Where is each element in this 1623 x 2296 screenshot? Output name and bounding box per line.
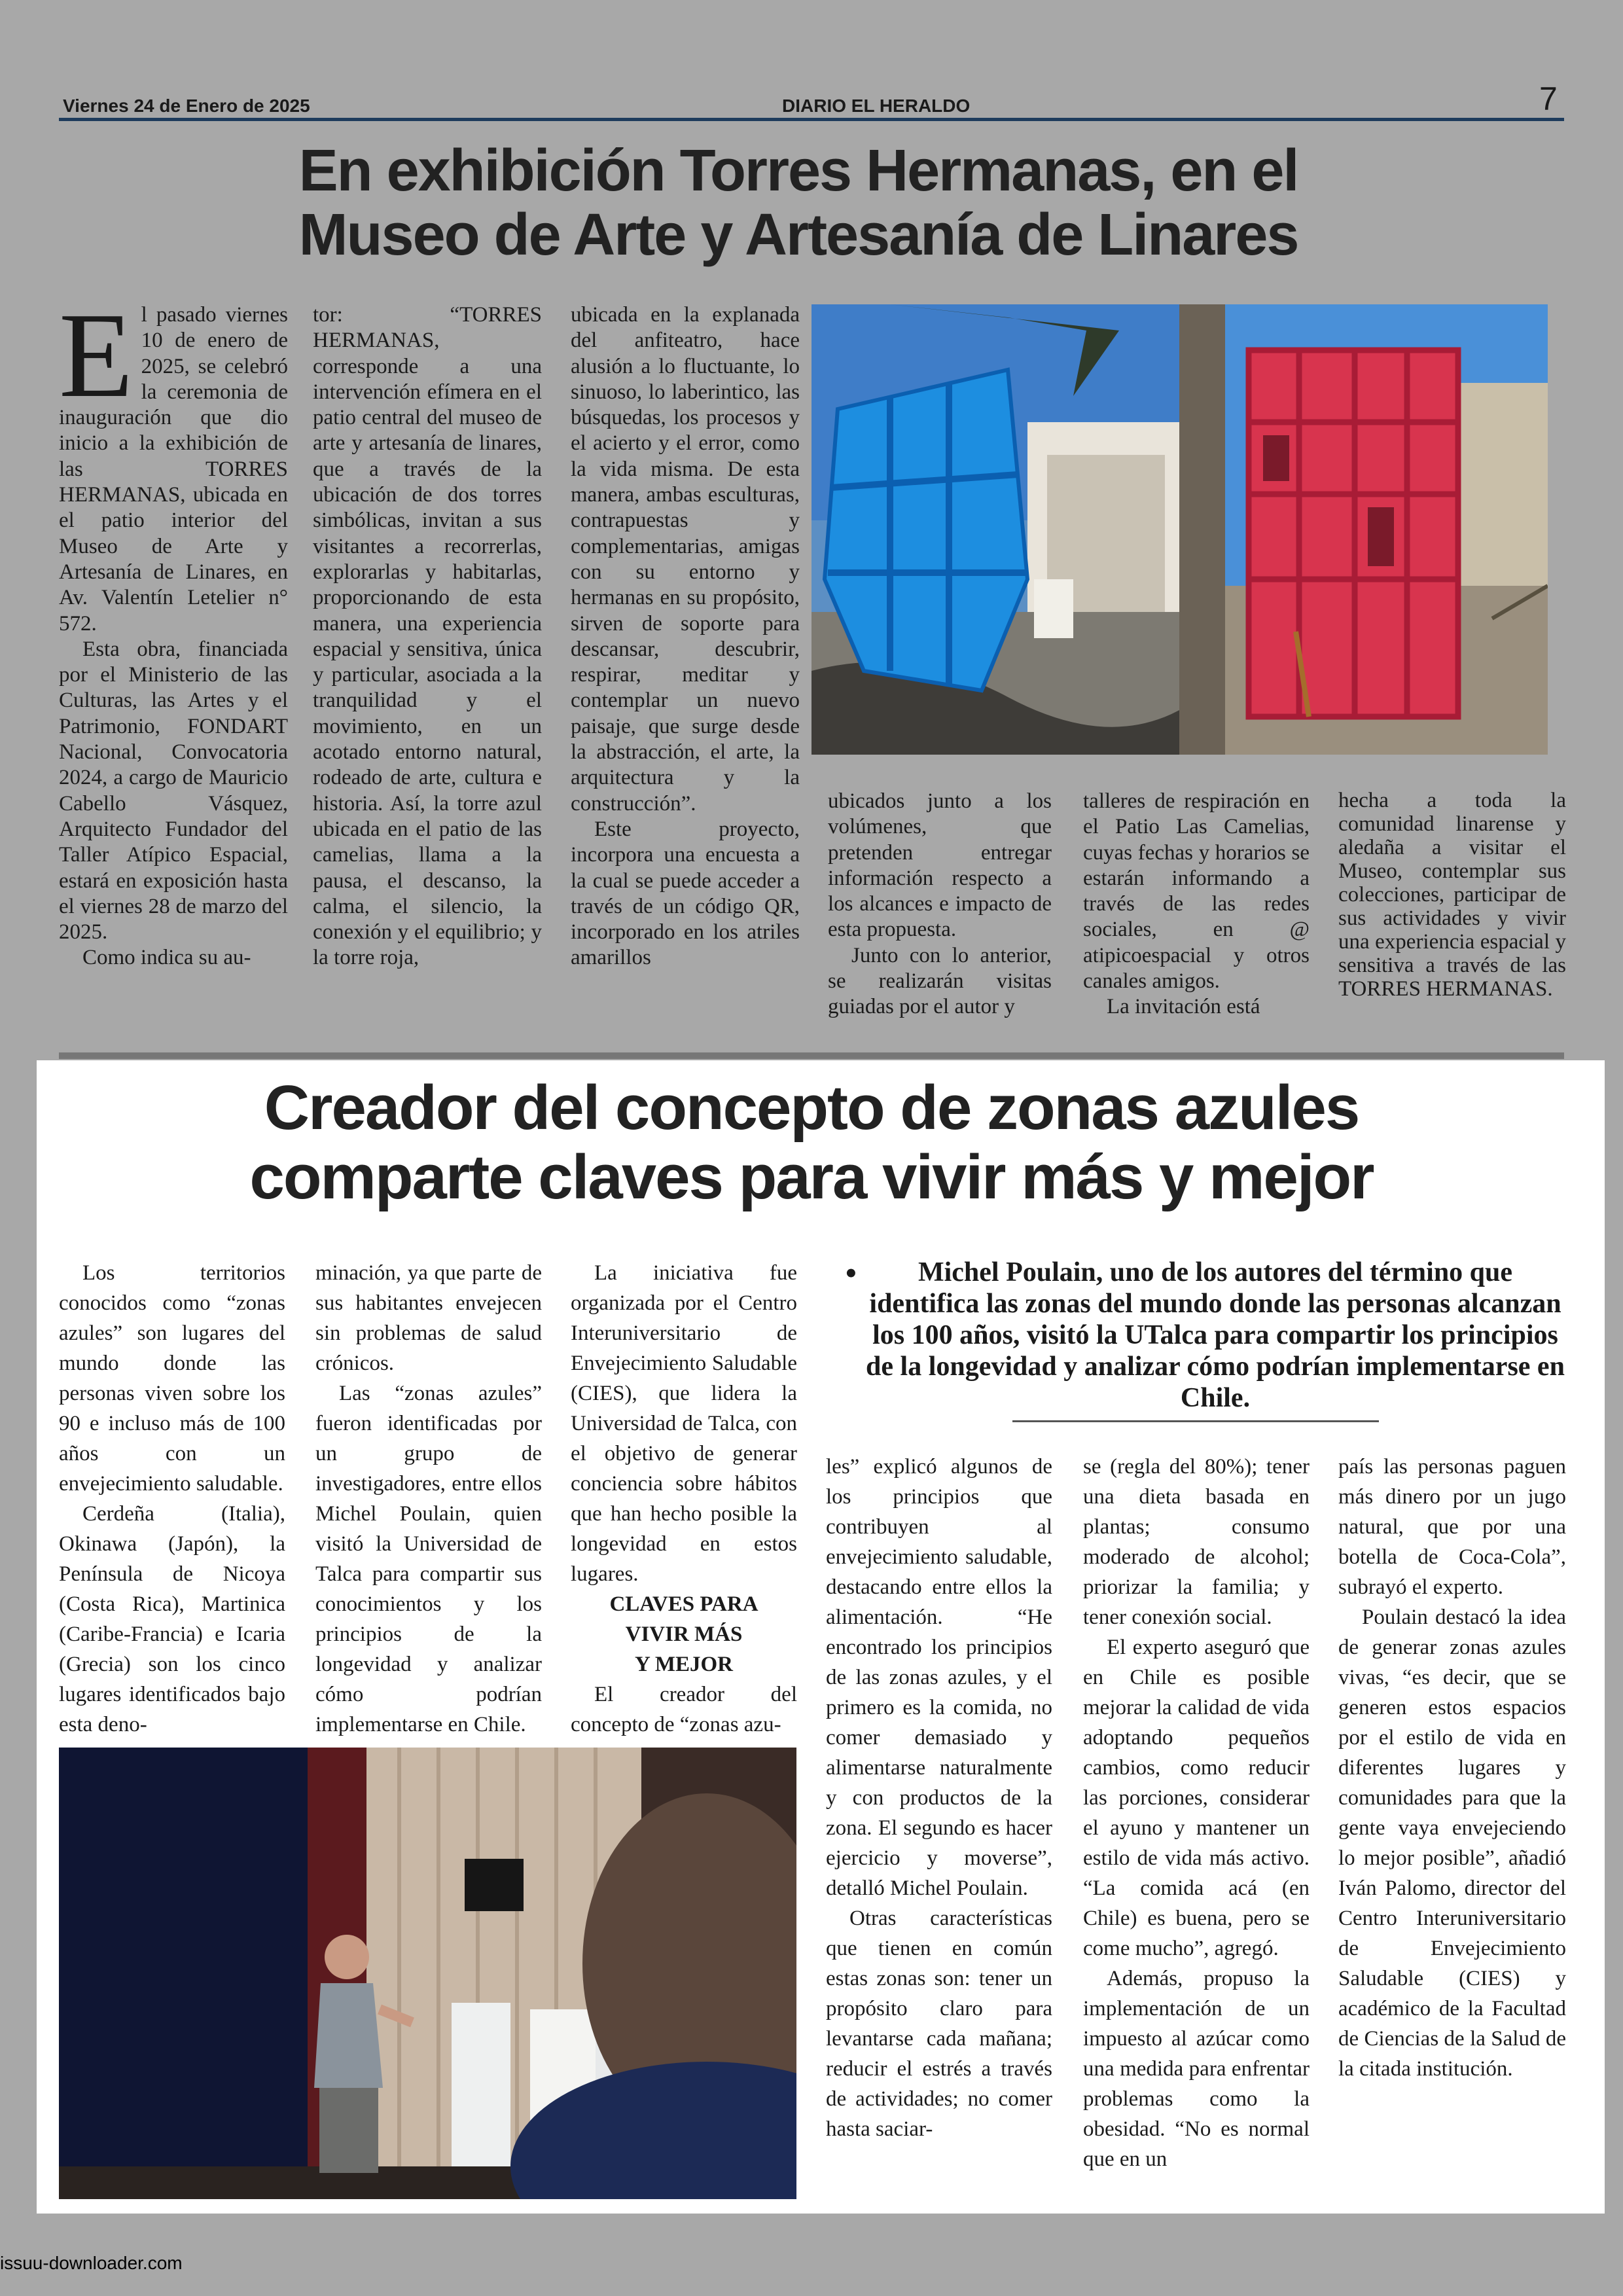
article2-column-4 — [826, 1452, 1052, 2144]
speaker-photo-graphic — [59, 1748, 796, 2199]
article2-column-2 — [315, 1258, 542, 1740]
paragraph: Como indica su au- — [82, 946, 251, 970]
article2-headline-line2: comparte claves para vivir más y mejor — [249, 1142, 1374, 1212]
summary-rule — [1012, 1420, 1379, 1422]
article1-column-3 — [571, 302, 800, 971]
paragraph: talleres de respiración en el Patio Las Camelias, cuyas fechas y horarios se estarán informando a través de las redes sociales, en @ atipicoespacial y otros canales amigos. — [1083, 789, 1310, 994]
paragraph: Los territorios conocidos como “zonas azules” son lugares del mundo donde las personas viven sobre los 90 e incluso más de 100 años con un envejecimiento saludable. — [59, 1261, 285, 1496]
paragraph: Además, propuso la implementación de un impuesto al azúcar como una medida para enfrentar problemas como la obesidad. “No es normal que en un — [1083, 1967, 1310, 2171]
article2-column-6 — [1338, 1452, 1566, 2084]
page-number: 7 — [1539, 81, 1558, 117]
bullet-icon: • — [846, 1256, 857, 1291]
paragraph: minación, ya que parte de sus habitantes envejecen sin problemas de salud crónicos. — [315, 1261, 542, 1375]
article2-headline-line1: Creador del concepto de zonas azules — [264, 1073, 1359, 1143]
paragraph: les” explicó algunos de los principios que contribuyen al envejecimiento saludable, destacando entre ellos la alimentación. “He encontrado los principios de las zonas azules, y el primero es la comida, no comer demasiado y alimentarse naturalmente y con productos de la zona. El segundo es hacer ejercicio y moverse”, detalló Michel Poulain. — [826, 1455, 1052, 1900]
paragraph: país las personas paguen más dinero por un jugo natural, que por una botella de Coca-Cola”, subrayó el experto. — [1338, 1455, 1566, 1599]
article2-column-3 — [571, 1258, 797, 1740]
subheading-line: VIVIR MÁS — [625, 1623, 743, 1646]
issue-date: Viernes 24 de Enero de 2025 — [63, 96, 310, 116]
subheading-line: CLAVES PARA — [609, 1592, 758, 1616]
article1-column-6 — [1338, 789, 1566, 1001]
article1-headline — [196, 139, 1400, 267]
drop-cap: E — [59, 288, 134, 423]
paragraph: Junto con lo anterior, se realizarán visitas guiadas por el autor y — [828, 943, 1052, 1019]
paragraph: ubicada en la explanada del anfiteatro, hace alusión a lo fluctuante, lo sinuoso, lo laberintico, las búsquedas, los procesos y el acierto y el error, como la vida misma. De esta manera, ambas esculturas, contrapuestas y complementarias, amigas con su entorno y hermanas en su propósito, sirven de soporte para descansar, descubrir, respirar, meditar y contemplar un nuevo paisaje, que surge desde la abstracción, el arte, la arquitectura y la construcción”. — [571, 303, 800, 816]
paragraph: Esta obra, financiada por el Ministerio de las Culturas, las Artes y el Patrimonio, FONDART Nacional, Convocatoria 2024, a cargo de Mauricio Cabello Vásquez, Arquitecto Fundador del Taller Atípico Espacial, estará en exposición hasta el viernes 28 de marzo del 2025. — [59, 637, 288, 944]
article1-headline-line2: Museo de Arte y Artesanía de Linares — [298, 202, 1298, 268]
paragraph: Este proyecto, incorpora una encuesta a la cual se puede acceder a través de un código QR, incorporado en los atriles amarillos — [571, 817, 800, 970]
paragraph: El creador del concepto de “zonas azu- — [571, 1683, 797, 1736]
paragraph: Las “zonas azules” fueron identificadas por un grupo de investigadores, entre ellos Michel Poulain, quien visitó la Universidad de Talca para compartir sus conocimientos y los principios de la longevidad y analizar cómo podrían implementarse en Chile. — [315, 1382, 542, 1736]
towers-photo — [812, 304, 1548, 755]
paragraph: Otras características que tienen en común estas zonas son: tener un propósito claro para levantarse cada mañana; reducir el estrés a través de actividades; no comer hasta saciar- — [826, 1907, 1052, 2141]
paragraph: La invitación está — [1107, 995, 1260, 1019]
header-rule — [59, 118, 1564, 121]
paragraph: se (regla del 80%); tener una dieta basada en plantas; consumo moderado de alcohol; priorizar la familia; y tener conexión social. — [1083, 1455, 1310, 1629]
paragraph: Poulain destacó la idea de generar zonas azules vivas, “es decir, que se generen estos espacios por el estilo de vida en diferentes lugares y comunidades para que la gente vaya envejeciendo lo mejor posible”, añadió Iván Palomo, director del Centro Interuniversitario de Envejecimiento Saludable (CIES) y académico de la Facultad de Ciencias de la Salud de la citada institución. — [1338, 1605, 1566, 2081]
watermark-link[interactable]: issuu-downloader.com — [0, 2253, 183, 2273]
paragraph: hecha a toda la comunidad linarense y aledaña a visitar el Museo, contemplar sus colecciones, participar de sus actividades y vivir una experiencia espacial y sensitiva a través de las TORRES HERMANAS. — [1338, 789, 1566, 1001]
publication-name: DIARIO EL HERALDO — [782, 96, 971, 116]
article1-column-5 — [1083, 789, 1310, 1020]
section-divider — [59, 1052, 1564, 1059]
article1-column-4 — [828, 789, 1052, 1020]
article2-headline — [124, 1073, 1499, 1212]
towers-photo-graphic — [812, 304, 1548, 755]
paragraph: l pasado viernes 10 de enero de 2025, se celebró la ceremonia de inauguración que dio inicio a la exhibición de las TORRES HERMANAS, ubicada en el patio interior del Museo de Arte y Artesanía de Linares, en Av. Valentín Letelier n° 572. — [59, 303, 288, 636]
paragraph: El experto aseguró que en Chile es posible mejorar la calidad de vida adoptando pequeños cambios, como reducir las porciones, considerar el ayuno y mantener un estilo de vida más activo. “La comida acá (en Chile) es buena, pero se come mucho”, agregó. — [1083, 1636, 1310, 1960]
paragraph: La iniciativa fue organizada por el Centro Interuniversitario de Envejecimiento Saludable (CIES), que lidera la Universidad de Talca, con el objetivo de generar conciencia sobre hábitos que han hecho posible la longevidad en estos lugares. — [571, 1261, 797, 1586]
subheading — [571, 1589, 797, 1679]
article2-column-5 — [1083, 1452, 1310, 2174]
article1-column-1 — [59, 288, 288, 971]
article2-column-1 — [59, 1258, 285, 1740]
article2-summary — [826, 1257, 1565, 1422]
paragraph: Cerdeña (Italia), Okinawa (Japón), la Península de Nicoya (Costa Rica), Martinica (Caribe-Francia) e Icaria (Grecia) son los cinco lugares identificados bajo esta deno- — [59, 1502, 285, 1736]
article1-column-2 — [313, 302, 542, 971]
summary-text: Michel Poulain, uno de los autores del término que identifica las zonas del mundo donde las personas alcanzan los 100 años, visitó la UTalca para compartir los principios de la longevidad y analizar cómo podrían implementarse en Chile. — [866, 1257, 1565, 1413]
paragraph: tor: “TORRES HERMANAS, corresponde a una intervención efímera en el patio central del museo de arte y artesanía de linares, que a través de la ubicación de dos torres simbólicas, invitan a sus visitantes a recorrerlas, explorarlas y habitarlas, proporcionando de esta manera, una experiencia espacial y sensitiva, única y particular, asociada a la tranquilidad y el movimiento, en un acotado entorno natural, rodeado de arte, cultura e historia. Así, la torre azul ubicada en el patio de las camelias, llama a la pausa, el descanso, la calma, el silencio, la conexión y el equilibrio; y la torre roja, — [313, 303, 542, 970]
subheading-line: Y MEJOR — [634, 1653, 733, 1676]
paragraph: ubicados junto a los volúmenes, que pretenden entregar información respecto a los alcances e impacto de esta propuesta. — [828, 789, 1052, 942]
speaker-photo — [59, 1748, 796, 2199]
article1-headline-line1: En exhibición Torres Hermanas, en el — [298, 138, 1298, 204]
